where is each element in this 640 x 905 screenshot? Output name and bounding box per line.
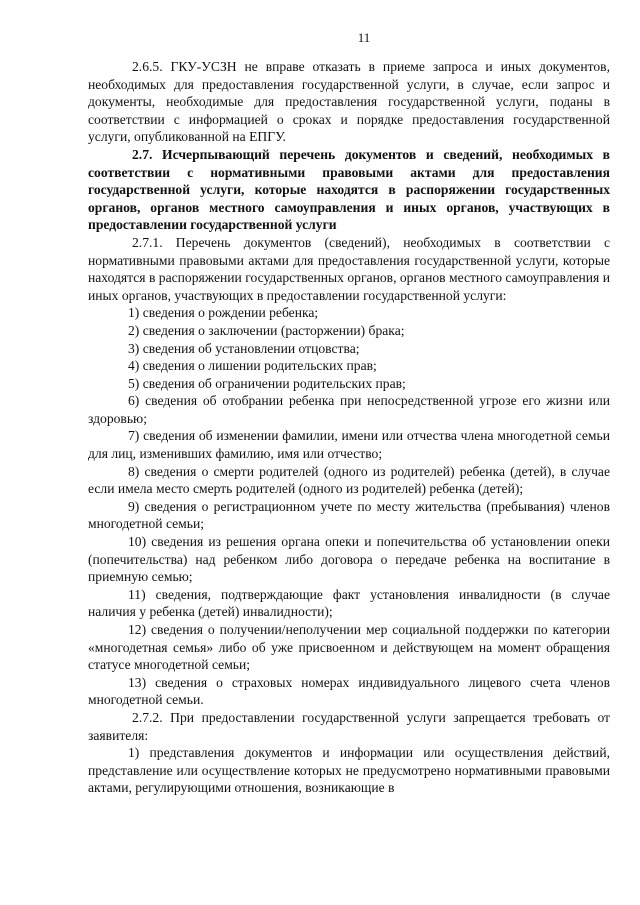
list-item: 12) сведения о получении/неполучении мер социальной поддержки по категории «многодетная семья» либо об уже присвоенном и действующем на момент обращения статусе многодетной семьи;: [88, 622, 610, 673]
list-item: 9) сведения о регистрационном учете по месту жительства (пребывания) членов многодетной семьи;: [88, 498, 610, 532]
paragraph: 2.6.5. ГКУ-УСЗН не вправе отказать в приеме запроса и иных документов, необходимых для предоставления государственной услуги, в случае, если запрос и документы, необходимые для предоставления государственной услуги, поданы в соответствии с информацией о сроках и порядке предоставления государственной услуги, опубликованной на ЕПГУ.: [88, 59, 610, 145]
list-item: 5) сведения об ограничении родительских прав;: [128, 375, 406, 391]
list-item: 2) сведения о заключении (расторжении) брака;: [128, 322, 405, 338]
list-item: 10) сведения из решения органа опеки и попечительства об установлении опеки (попечительства) над ребенком либо договора о передаче ребенка на воспитание в приемную семью;: [88, 534, 610, 585]
list-item: 13) сведения о страховых номерах индивидуального лицевого счета членов многодетной семьи.: [88, 674, 610, 708]
paragraph: 2.7.2. При предоставлении государственной услуги запрещается требовать от заявителя:: [88, 709, 610, 743]
document-body: [88, 58, 610, 797]
list-item: 4) сведения о лишении родительских прав;: [128, 358, 377, 374]
list-item: 3) сведения об установлении отцовства;: [128, 340, 360, 356]
page-number: 11: [357, 30, 371, 45]
list-item: 1) сведения о рождении ребенка;: [128, 305, 319, 321]
list-item: 6) сведения об отобрании ребенка при непосредственной угрозе его жизни или здоровью;: [88, 393, 610, 426]
list-item: 8) сведения о смерти родителей (одного из родителей) ребенка (детей), в случае если имела место смерть родителей (одного из родителей) ребенка (детей);: [88, 463, 610, 497]
list-item: 1) представления документов и информации или осуществления действий, представление или осуществление которых не предусмотрено нормативными правовыми актами, регулирующими отношения, возникающие в: [88, 745, 610, 796]
section-heading: 2.7. Исчерпывающий перечень документов и сведений, необходимых в соответствии с нормативными правовыми актами для предоставления государственной услуги, которые находятся в распоряжении государственных органов, органов местного самоуправления и иных органов, участвующих в предоставлении государственной услуги: [88, 146, 610, 233]
list-item: 11) сведения, подтверждающие факт установления инвалидности (в случае наличия у ребенка (детей) инвалидности);: [88, 586, 610, 620]
list-item: 7) сведения об изменении фамилии, имени или отчества члена многодетной семьи для лиц, изменивших фамилию, имя или отчество;: [88, 428, 610, 462]
paragraph: 2.7.1. Перечень документов (сведений), необходимых в соответствии с нормативными правовыми актами для предоставления государственной услуги, которые находятся в распоряжении государственных органов, органов местного самоуправления и иных органов, участвующих в предоставлении государственной услуги:: [88, 234, 610, 303]
